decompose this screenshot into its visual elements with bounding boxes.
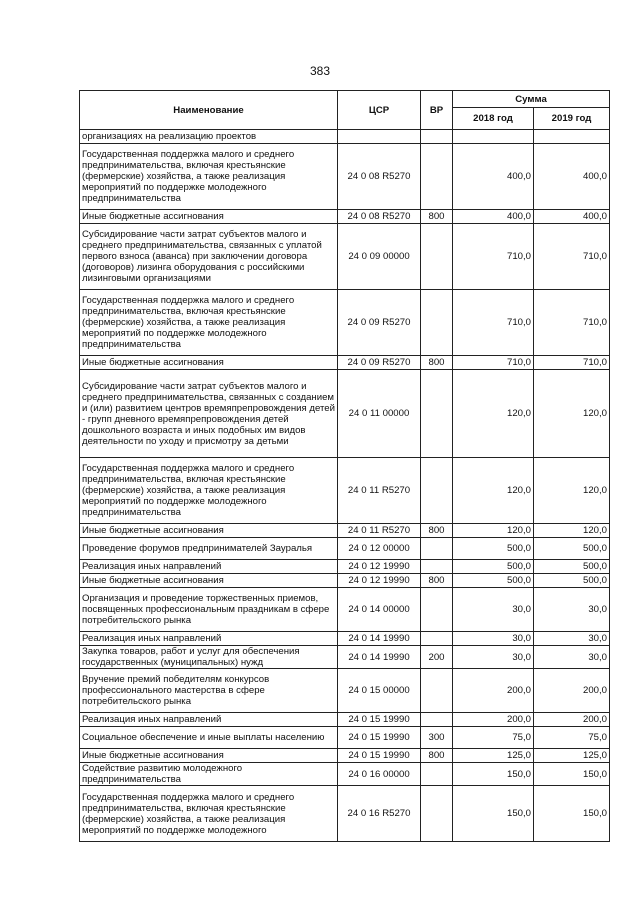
table-row (80, 669, 610, 713)
row-name-cell: Социальное обеспечение и иные выплаты населению (80, 727, 338, 749)
row-vr-cell: 800 (421, 524, 453, 538)
row-2018-cell: 150,0 (453, 763, 534, 786)
row-csr-cell: 24 0 16 R5270 (338, 786, 421, 842)
row-csr-cell: 24 0 11 R5270 (338, 524, 421, 538)
row-2018-cell: 150,0 (453, 786, 534, 842)
row-vr-cell (421, 224, 453, 290)
table-body (80, 130, 610, 842)
row-2019-cell: 75,0 (534, 727, 610, 749)
row-2019-cell: 710,0 (534, 356, 610, 370)
row-name-cell: Проведение форумов предпринимателей Зауралья (80, 538, 338, 560)
table-row (80, 144, 610, 210)
row-csr-cell: 24 0 15 00000 (338, 669, 421, 713)
row-name-cell: Реализация иных направлений (80, 713, 338, 727)
row-csr-cell: 24 0 12 19990 (338, 574, 421, 588)
table-row (80, 458, 610, 524)
row-vr-cell: 200 (421, 646, 453, 669)
row-vr-cell (421, 290, 453, 356)
row-2018-cell: 200,0 (453, 713, 534, 727)
column-header-vr: ВР (421, 91, 453, 130)
row-vr-cell (421, 370, 453, 458)
table-row (80, 749, 610, 763)
row-2019-cell: 500,0 (534, 574, 610, 588)
row-2019-cell: 710,0 (534, 224, 610, 290)
row-2018-cell: 710,0 (453, 224, 534, 290)
row-2019-cell: 200,0 (534, 713, 610, 727)
row-csr-cell: 24 0 09 R5270 (338, 356, 421, 370)
column-header-csr: ЦСР (338, 91, 421, 130)
row-vr-cell (421, 786, 453, 842)
row-name-cell: Вручение премий победителям конкурсов профессионального мастерства в сфере потребительского рынка (80, 669, 338, 713)
table-row (80, 290, 610, 356)
row-name-cell: Иные бюджетные ассигнования (80, 356, 338, 370)
table-row (80, 713, 610, 727)
row-2018-cell: 30,0 (453, 588, 534, 632)
table-row (80, 786, 610, 842)
row-csr-cell: 24 0 14 19990 (338, 646, 421, 669)
row-2019-cell: 500,0 (534, 538, 610, 560)
row-2019-cell: 150,0 (534, 763, 610, 786)
row-csr-cell (338, 130, 421, 144)
row-csr-cell: 24 0 16 00000 (338, 763, 421, 786)
row-name-cell: Субсидирование части затрат субъектов малого и среднего предпринимательства, связанных с уплатой первого взноса (аванса) при заключении договора (договоров) лизинга оборудования с российскими лизинговыми организациями (80, 224, 338, 290)
column-header-name: Наименование (80, 91, 338, 130)
row-2018-cell: 710,0 (453, 356, 534, 370)
table-row (80, 560, 610, 574)
row-2018-cell: 500,0 (453, 560, 534, 574)
table-row (80, 646, 610, 669)
row-name-cell: Государственная поддержка малого и среднего предпринимательства, включая крестьянские (фермерские) хозяйства, а также реализация мероприятий по поддержке молодежного предпринимательства (80, 458, 338, 524)
budget-table (79, 90, 610, 842)
row-csr-cell: 24 0 12 00000 (338, 538, 421, 560)
row-csr-cell: 24 0 15 19990 (338, 749, 421, 763)
row-2018-cell: 500,0 (453, 574, 534, 588)
row-2019-cell: 500,0 (534, 560, 610, 574)
row-2019-cell: 400,0 (534, 210, 610, 224)
row-name-cell: Иные бюджетные ассигнования (80, 749, 338, 763)
row-2018-cell: 120,0 (453, 524, 534, 538)
row-csr-cell: 24 0 08 R5270 (338, 144, 421, 210)
row-2018-cell: 710,0 (453, 290, 534, 356)
row-vr-cell: 800 (421, 210, 453, 224)
table-row (80, 727, 610, 749)
row-2018-cell: 30,0 (453, 646, 534, 669)
row-name-cell: Реализация иных направлений (80, 560, 338, 574)
row-csr-cell: 24 0 15 19990 (338, 713, 421, 727)
row-2018-cell: 120,0 (453, 370, 534, 458)
row-name-cell: Иные бюджетные ассигнования (80, 574, 338, 588)
row-name-cell: Содействие развитию молодежного предпринимательства (80, 763, 338, 786)
row-name-cell: Иные бюджетные ассигнования (80, 524, 338, 538)
column-header-2019: 2019 год (534, 108, 610, 130)
row-name-cell: Государственная поддержка малого и среднего предпринимательства, включая крестьянские (фермерские) хозяйства, а также реализация мероприятий по поддержке молодежного (80, 786, 338, 842)
table-row (80, 356, 610, 370)
row-2019-cell: 30,0 (534, 646, 610, 669)
row-2019-cell: 120,0 (534, 370, 610, 458)
row-csr-cell: 24 0 11 00000 (338, 370, 421, 458)
table-row (80, 370, 610, 458)
row-csr-cell: 24 0 11 R5270 (338, 458, 421, 524)
row-vr-cell (421, 538, 453, 560)
row-vr-cell (421, 588, 453, 632)
row-vr-cell: 300 (421, 727, 453, 749)
row-csr-cell: 24 0 14 00000 (338, 588, 421, 632)
row-2019-cell: 150,0 (534, 786, 610, 842)
row-name-cell: Закупка товаров, работ и услуг для обеспечения государственных (муниципальных) нужд (80, 646, 338, 669)
row-vr-cell (421, 763, 453, 786)
row-csr-cell: 24 0 08 R5270 (338, 210, 421, 224)
row-2018-cell: 400,0 (453, 144, 534, 210)
row-2019-cell: 120,0 (534, 524, 610, 538)
table-row (80, 538, 610, 560)
table-row (80, 574, 610, 588)
row-vr-cell: 800 (421, 574, 453, 588)
table-row (80, 224, 610, 290)
row-2019-cell: 200,0 (534, 669, 610, 713)
table-row (80, 524, 610, 538)
page-number: 383 (309, 64, 331, 78)
row-vr-cell: 800 (421, 749, 453, 763)
row-2019-cell: 30,0 (534, 588, 610, 632)
table-row (80, 588, 610, 632)
row-vr-cell (421, 560, 453, 574)
table-row (80, 632, 610, 646)
row-2019-cell: 30,0 (534, 632, 610, 646)
row-csr-cell: 24 0 09 R5270 (338, 290, 421, 356)
row-2019-cell: 710,0 (534, 290, 610, 356)
row-name-cell: Государственная поддержка малого и среднего предпринимательства, включая крестьянские (фермерские) хозяйства, а также реализация мероприятий по поддержке молодежного предпринимательства (80, 144, 338, 210)
row-2018-cell: 75,0 (453, 727, 534, 749)
row-2019-cell: 400,0 (534, 144, 610, 210)
row-2018-cell: 125,0 (453, 749, 534, 763)
row-2018-cell: 30,0 (453, 632, 534, 646)
row-2018-cell: 400,0 (453, 210, 534, 224)
row-2018-cell: 200,0 (453, 669, 534, 713)
row-name-cell: организациях на реализацию проектов (80, 130, 338, 144)
row-name-cell: Государственная поддержка малого и среднего предпринимательства, включая крестьянские (фермерские) хозяйства, а также реализация мероприятий по поддержке молодежного предпринимательства (80, 290, 338, 356)
row-csr-cell: 24 0 14 19990 (338, 632, 421, 646)
row-2019-cell: 120,0 (534, 458, 610, 524)
row-name-cell: Реализация иных направлений (80, 632, 338, 646)
row-name-cell: Организация и проведение торжественных приемов, посвященных профессиональным праздникам в сфере потребительского рынка (80, 588, 338, 632)
row-2018-cell (453, 130, 534, 144)
row-2018-cell: 120,0 (453, 458, 534, 524)
row-2019-cell: 125,0 (534, 749, 610, 763)
row-vr-cell (421, 632, 453, 646)
table-row (80, 130, 610, 144)
row-2018-cell: 500,0 (453, 538, 534, 560)
row-vr-cell (421, 144, 453, 210)
row-csr-cell: 24 0 15 19990 (338, 727, 421, 749)
table-row (80, 210, 610, 224)
row-vr-cell (421, 130, 453, 144)
row-csr-cell: 24 0 12 19990 (338, 560, 421, 574)
row-csr-cell: 24 0 09 00000 (338, 224, 421, 290)
row-name-cell: Субсидирование части затрат субъектов малого и среднего предпринимательства, связанных с созданием и (или) развитием центров времяпрепровождения детей - групп дневного времяпрепровождения детей дошкольного возраста и иных подобных им видов деятельности по уходу и присмотру за детьми (80, 370, 338, 458)
column-header-2018: 2018 год (453, 108, 534, 130)
row-vr-cell: 800 (421, 356, 453, 370)
row-2019-cell (534, 130, 610, 144)
row-vr-cell (421, 713, 453, 727)
column-header-sum: Сумма (453, 91, 610, 108)
table-row (80, 763, 610, 786)
row-name-cell: Иные бюджетные ассигнования (80, 210, 338, 224)
row-vr-cell (421, 458, 453, 524)
row-vr-cell (421, 669, 453, 713)
